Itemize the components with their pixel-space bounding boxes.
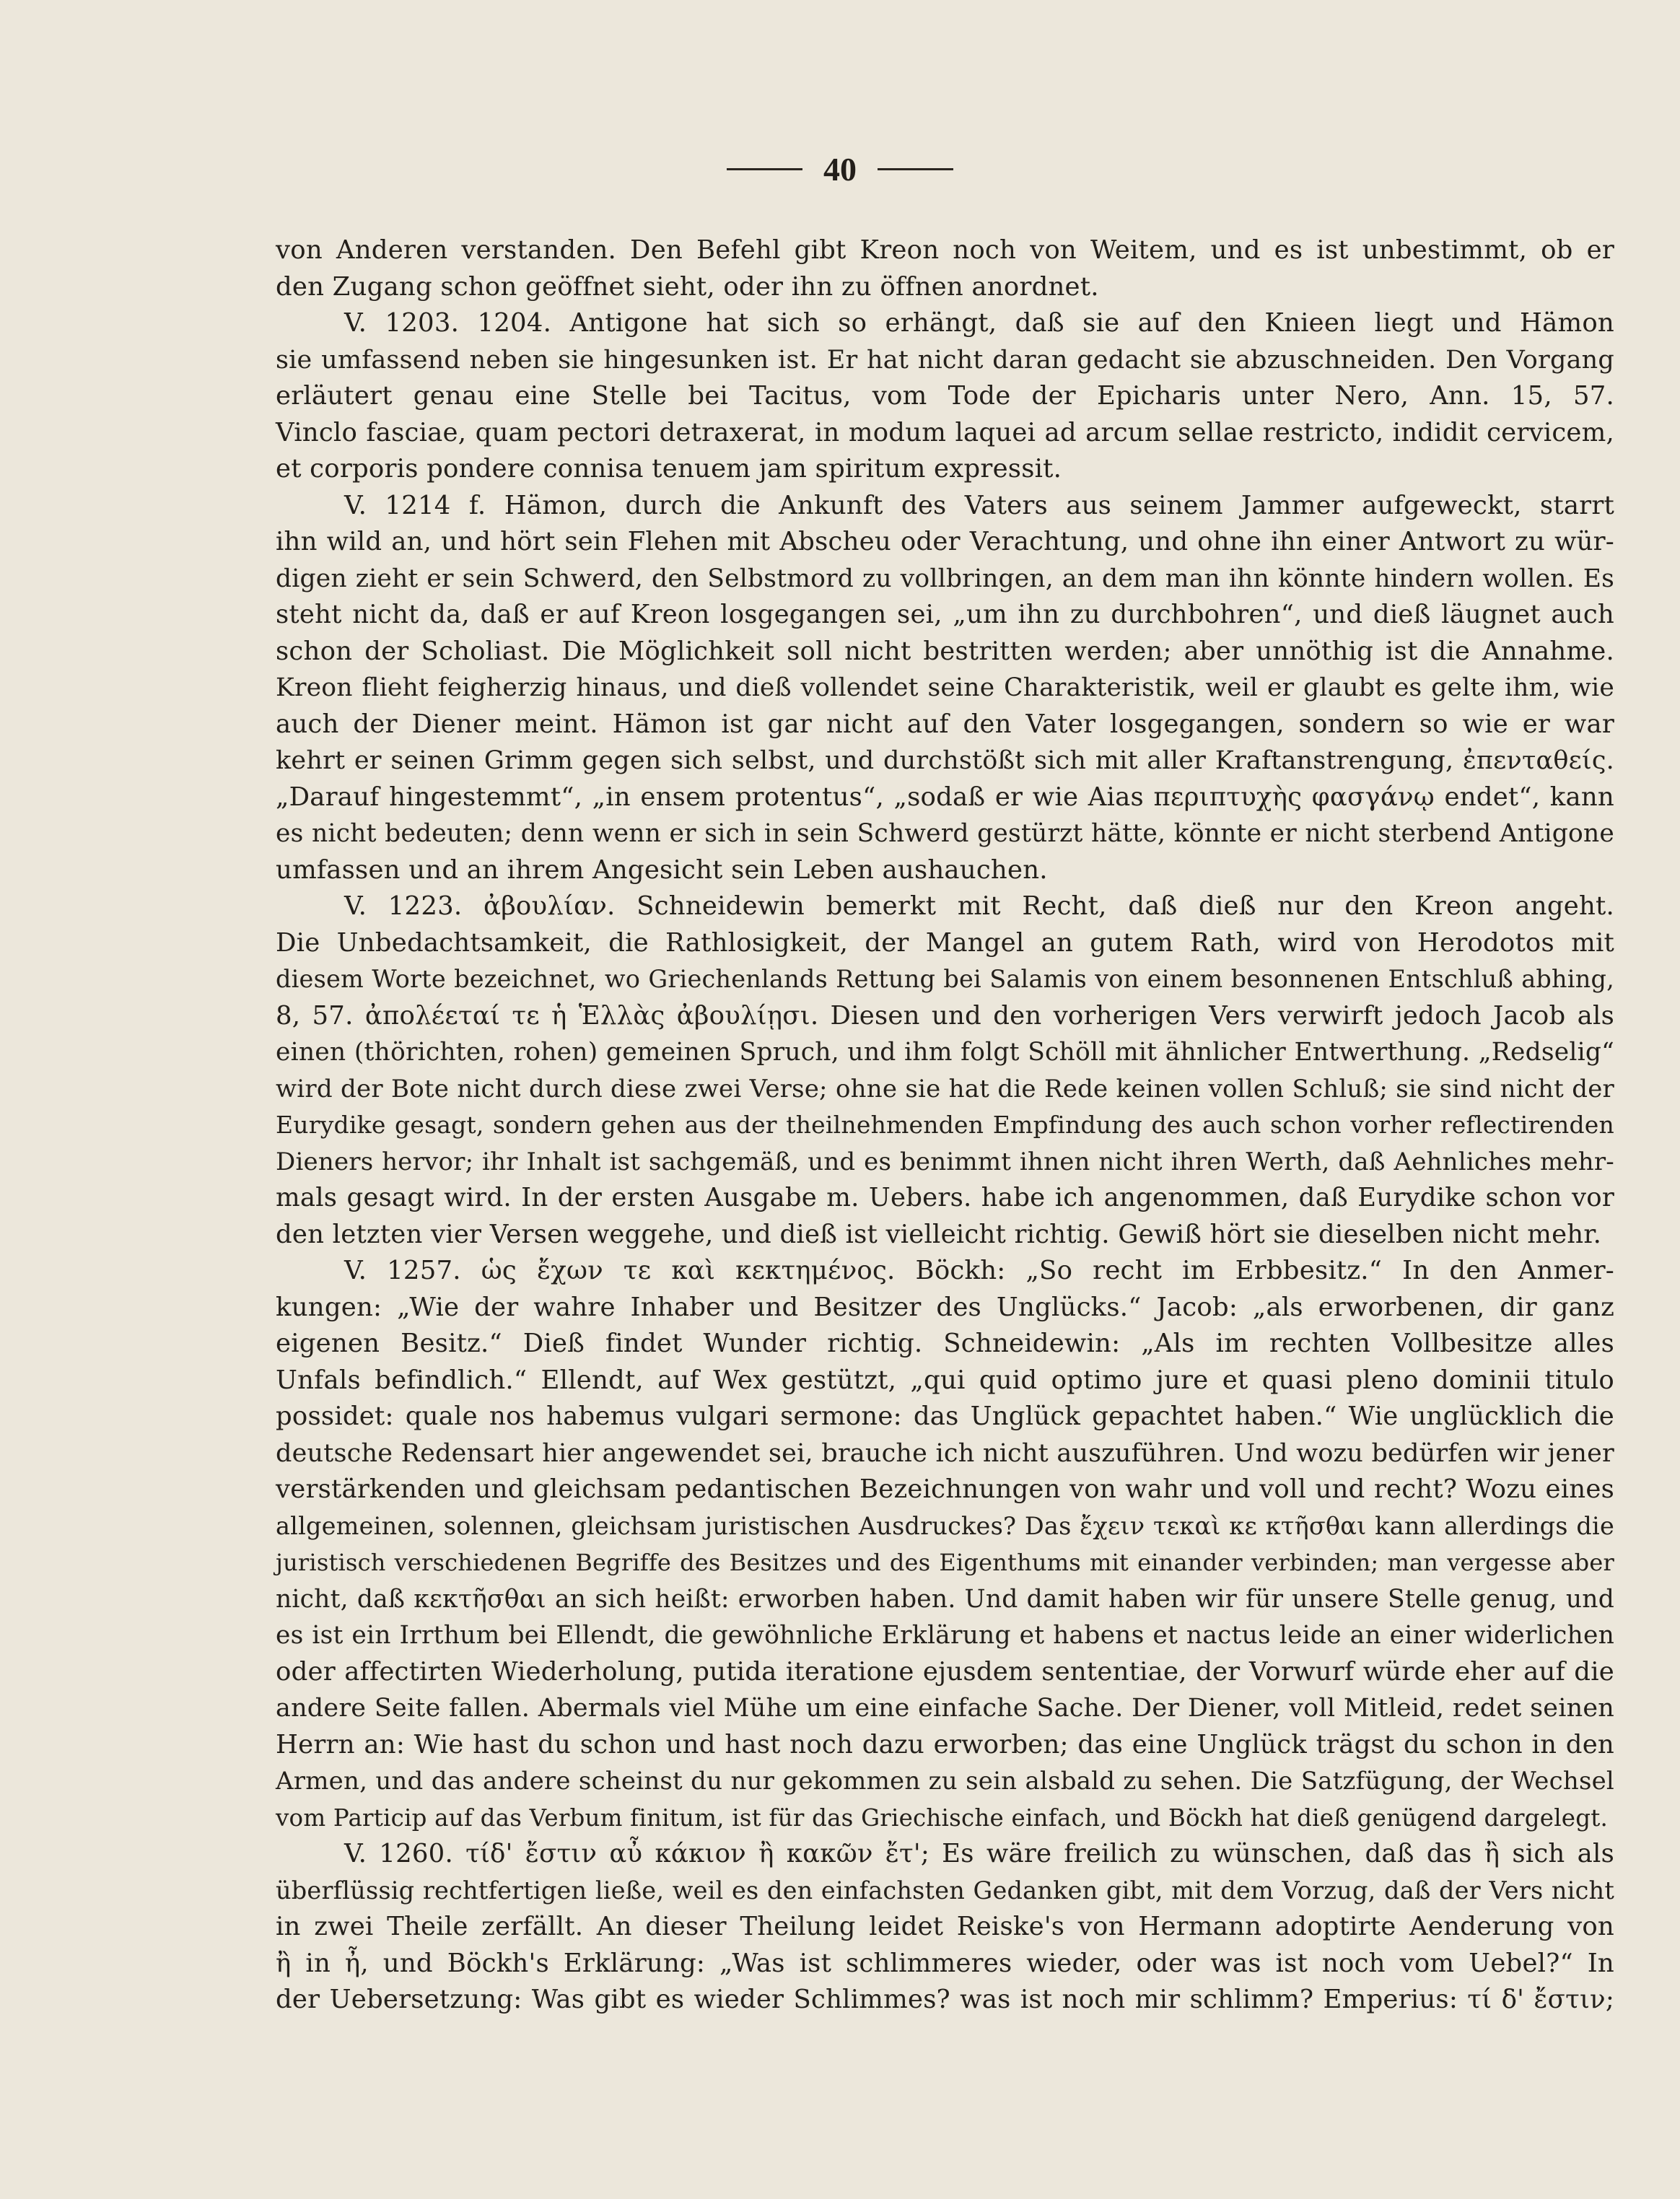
text-line: Kreon flieht feigherzig hinaus, und dieß vollendet seine Charakteristik, weil er glaubt es gelte ihm, wie: [276, 673, 1614, 702]
text-line: V. 1203. 1204. Antigone hat sich so erhängt, daß sie auf den Knieen liegt und Hämon: [344, 308, 1614, 338]
text-line: 8, 57. ἀπολέεταί τε ἡ Ἑλλὰς ἀβουλίῃσι. Diesen und den vorherigen Vers verwirft jedoch Jacob als: [276, 1000, 1614, 1031]
text-line: den letzten vier Versen weggehe, und dieß ist vielleicht richtig. Gewiß hört sie dieselben nicht mehr.: [276, 1219, 1602, 1249]
text-line: diesem Worte bezeichnet, wo Griechenlands Rettung bei Salamis von einem besonnenen Entschluß abhing,: [276, 965, 1614, 993]
text-line: Dieners hervor; ihr Inhalt ist sachgemäß, und es benimmt ihnen nicht ihren Werth, daß Aehnliches mehr-: [276, 1147, 1614, 1176]
text-line: ihn wild an, und hört sein Flehen mit Abscheu oder Verachtung, und ohne ihn einer Antwort zu wür-: [276, 527, 1614, 556]
text-line: V. 1214 f. Hämon, durch die Ankunft des Vaters aus seinem Jammer aufgeweckt, starrt: [344, 490, 1614, 520]
text-line: allgemeinen, solennen, gleichsam juristischen Ausdruckes? Das ἔχειν τεκαὶ κε κτῆσθαι kann allerdings die: [276, 1511, 1614, 1540]
text-line: Eurydike gesagt, sondern gehen aus der theilnehmenden Empfindung des auch schon vorher reflectirenden: [276, 1111, 1614, 1139]
text-line: umfassen und an ihrem Angesicht sein Leben aushauchen.: [276, 854, 1048, 885]
text-line: einen (thörichten, rohen) gemeinen Spruch, und ihm folgt Schöll mit ähnlicher Entwerthung. „Redselig“: [276, 1038, 1614, 1067]
text-line: Armen, und das andere scheinst du nur gekommen zu sein alsbald zu sehen. Die Satzfügung, der Wechsel: [276, 1767, 1614, 1796]
text-line: Herrn an: Wie hast du schon und hast noch dazu erworben; das eine Unglück trägst du schon in den: [276, 1729, 1614, 1759]
text-line: verstärkenden und gleichsam pedantischen Bezeichnungen von wahr und voll und recht? Wozu eines: [276, 1474, 1614, 1504]
text-line: kungen: „Wie der wahre Inhaber und Besitzer des Unglücks.“ Jacob: „als erworbenen, dir ganz: [276, 1292, 1614, 1322]
text-line: es ist ein Irrthum bei Ellendt, die gewöhnliche Erklärung et habens et nactus leide an einer widerlichen: [276, 1621, 1614, 1650]
text-line: V. 1223. ἀβουλίαν. Schneidewin bemerkt mit Recht, daß dieß nur den Kreon angeht.: [344, 891, 1614, 921]
page-number: 40: [823, 151, 857, 188]
text-line: in zwei Theile zerfällt. An dieser Theilung leidet Reiske's von Hermann adoptirte Aenderung von: [276, 1912, 1614, 1941]
text-line: deutsche Redensart hier angewendet sei, brauche ich nicht auszuführen. Und wozu bedürfen wir jener: [276, 1438, 1614, 1468]
text-line: juristisch verschiedenen Begriffe des Besitzes und des Eigenthums mit einander verbinden; man vergesse aber: [276, 1549, 1614, 1576]
text-line: et corporis pondere connisa tenuem jam spiritum expressit.: [276, 454, 1062, 484]
text-line: wird der Bote nicht durch diese zwei Verse; ohne sie hat die Rede keinen vollen Schluß; sie sind nicht der: [276, 1074, 1614, 1103]
header-rule-right: [878, 168, 953, 170]
text-line: mals gesagt wird. In der ersten Ausgabe m. Uebers. habe ich angenommen, daß Eurydike schon vor: [276, 1183, 1614, 1212]
text-line: steht nicht da, daß er auf Kreon losgegangen sei, „um ihn zu durchbohren“, und dieß läugnet auch: [276, 600, 1614, 629]
text-line: V. 1257. ὡς ἔχων τε καὶ κεκτημένος. Böckh: „So recht im Erbbesitz.“ In den Anmer-: [344, 1256, 1614, 1285]
text-line: ἢ in ἦ, und Böckh's Erklärung: „Was ist schlimmeres wieder, oder was ist noch vom Uebel?“ In: [276, 1948, 1614, 1978]
text-line: sie umfassend neben sie hingesunken ist. Er hat nicht daran gedacht sie abzuschneiden. Den Vorgang: [276, 345, 1614, 375]
text-line: digen zieht er sein Schwerd, den Selbstmord zu vollbringen, an dem man ihn könnte hindern wollen. Es: [276, 564, 1614, 593]
body-text: [276, 232, 1614, 2019]
text-line: andere Seite fallen. Abermals viel Mühe um eine einfache Sache. Der Diener, voll Mitleid, redet seinen: [276, 1694, 1614, 1723]
text-line: Die Unbedachtsamkeit, die Rathlosigkeit, der Mangel an gutem Rath, wird von Herodotos mit: [276, 927, 1614, 958]
text-line: V. 1260. τίδ' ἔστιν αὖ κάκιον ἢ κακῶν ἔτ'; Es wäre freilich zu wünschen, daß das ἢ sich als: [344, 1839, 1614, 1868]
text-line: schon der Scholiast. Die Möglichkeit soll nicht bestritten werden; aber unnöthig ist die Annahme.: [276, 636, 1614, 666]
text-line: es nicht bedeuten; denn wenn er sich in sein Schwerd gestürzt hätte, könnte er nicht sterbend Antigone: [276, 819, 1614, 848]
text-line: den Zugang schon geöffnet sieht, oder ihn zu öffnen anordnet.: [276, 271, 1099, 302]
text-line: von Anderen verstanden. Den Befehl gibt Kreon noch von Weitem, und es ist unbestimmt, ob er: [276, 235, 1614, 265]
text-line: der Uebersetzung: Was gibt es wieder Schlimmes? was ist noch mir schlimm? Emperius: τί δ' ἔστιν;: [276, 1985, 1614, 2014]
text-line: possidet: quale nos habemus vulgari sermone: das Unglück gepachtet haben.“ Wie unglücklich die: [276, 1402, 1614, 1431]
text-line: „Darauf hingestemmt“, „in ensem protentus“, „sodaß er wie Aias περιπτυχὴς φασγάνῳ endet“, kann: [276, 782, 1614, 812]
text-line: kehrt er seinen Grimm gegen sich selbst, und durchstößt sich mit aller Kraftanstrengung, ἐπενταθείς.: [276, 746, 1614, 775]
text-line: vom Particip auf das Verbum finitum, ist für das Griechische einfach, und Böckh hat dieß genügend dargelegt.: [276, 1804, 1609, 1832]
page-header: [0, 150, 1680, 193]
text-line: auch der Diener meint. Hämon ist gar nicht auf den Vater losgegangen, sondern so wie er war: [276, 709, 1614, 739]
text-line: oder affectirten Wiederholung, putida iteratione ejusdem sententiae, der Vorwurf würde eher auf die: [276, 1656, 1614, 1687]
text-line: überflüssig rechtfertigen ließe, weil es den einfachsten Gedanken gibt, mit dem Vorzug, daß der Vers nicht: [276, 1876, 1614, 1905]
header-rule-left: [727, 168, 802, 170]
text-line: nicht, daß κεκτῆσθαι an sich heißt: erworben haben. Und damit haben wir für unsere Stelle genug, und: [276, 1584, 1614, 1614]
text-line: erläutert genau eine Stelle bei Tacitus, vom Tode der Epicharis unter Nero, Ann. 15, 57.: [276, 381, 1614, 411]
text-line: Unfals befindlich.“ Ellendt, auf Wex gestützt, „qui quid optimo jure et quasi pleno dominii titulo: [276, 1365, 1614, 1395]
text-line: Vinclo fasciae, quam pectori detraxerat, in modum laquei ad arcum sellae restricto, indidit cervicem,: [276, 417, 1614, 447]
text-line: eigenen Besitz.“ Dieß findet Wunder richtig. Schneidewin: „Als im rechten Vollbesitze alles: [276, 1329, 1614, 1358]
